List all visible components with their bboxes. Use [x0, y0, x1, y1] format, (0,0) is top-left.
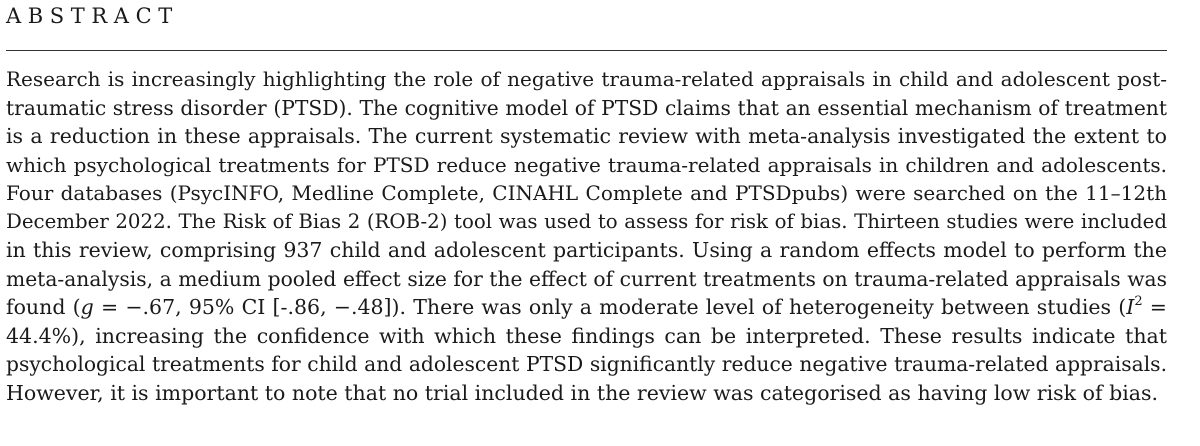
abstract-line-8: meta-analysis, a medium pooled effect size for the effect of current treatments on trauma-related appraisals was	[6, 266, 1167, 291]
line-9-suffix: =	[1142, 295, 1167, 319]
i-squared-symbol: I	[1126, 295, 1135, 319]
abstract-body	[6, 65, 1167, 407]
abstract-line-1: Research is increasingly highlighting the role of negative trauma-related appraisals in child and adolescent post-	[6, 67, 1167, 91]
abstract-line-3: is a reduction in these appraisals. The current systematic review with meta-analysis investigated the extent to	[6, 124, 1167, 148]
line-9-prefix: found (	[6, 295, 81, 319]
abstract-line-2: traumatic stress disorder (PTSD). The cognitive model of PTSD claims that an essential mechanism of treatment	[6, 95, 1167, 120]
abstract-line-7: in this review, comprising 937 child and adolescent participants. Using a random effects model to perform the	[6, 238, 1167, 262]
hedges-g-symbol: g	[80, 295, 94, 319]
abstract-line-12: However, it is important to note that no trial included in the review was categorised as having low risk of bias.	[6, 380, 1159, 405]
abstract-line-10: 44.4%), increasing the confidence with which these findings can be interpreted. These results indicate that	[6, 323, 1167, 348]
abstract-line-6: December 2022. The Risk of Bias 2 (ROB-2) tool was used to assess for risk of bias. Thirteen studies were included	[6, 209, 1167, 233]
abstract-line-4: which psychological treatments for PTSD reduce negative trauma-related appraisals in children and adolescents.	[6, 152, 1167, 177]
abstract-line-9	[6, 293, 1167, 322]
i-squared-superscript: 2	[1134, 294, 1143, 309]
abstract-line-11: psychological treatments for child and adolescent PTSD significantly reduce negative trauma-related appraisals.	[6, 352, 1167, 376]
abstract-line-5: Four databases (PsycINFO, Medline Complete, CINAHL Complete and PTSDpubs) were searched on the 11–12th	[6, 181, 1167, 205]
line-9-statistics: = −.67, 95% CI [-.86, −.48]). There was only a moderate level of heterogeneity between studies (	[93, 295, 1127, 319]
heading-divider	[6, 50, 1167, 51]
abstract-heading: ABSTRACT	[6, 4, 179, 28]
